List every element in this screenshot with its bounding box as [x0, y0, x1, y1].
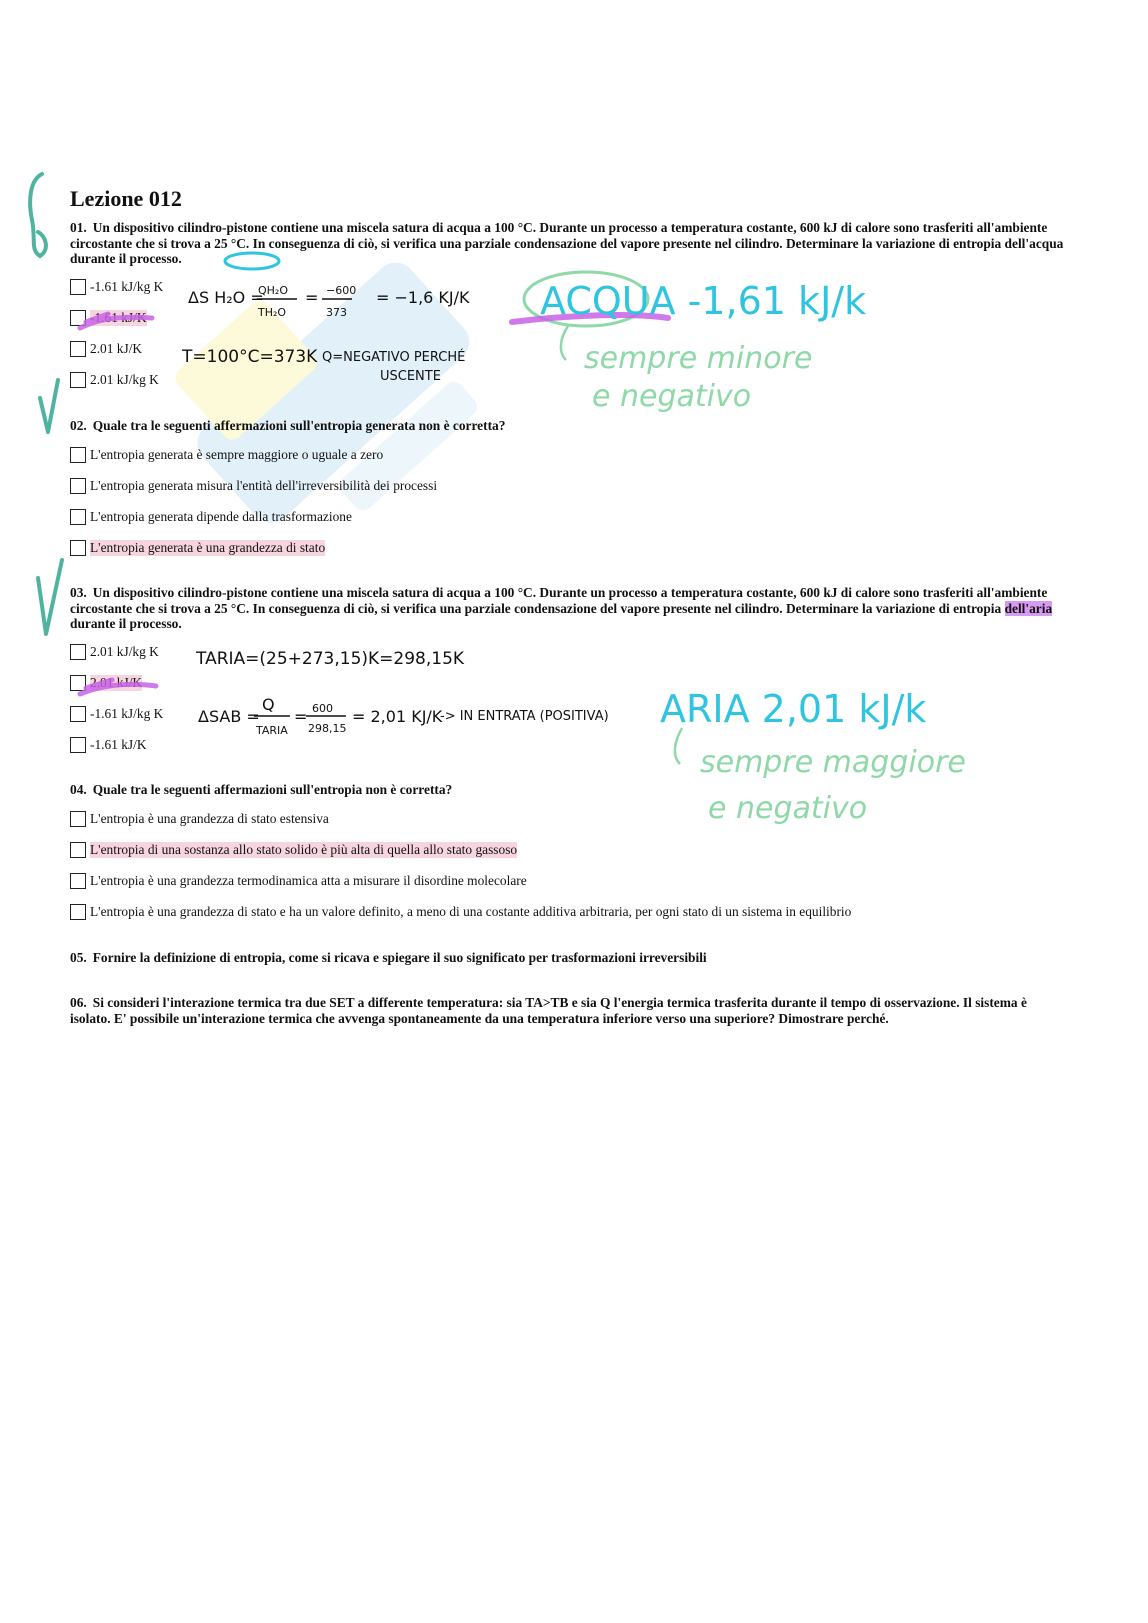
handwritten-text: Q: [262, 695, 275, 714]
handwritten-text: T=100°C=373K: [182, 347, 318, 367]
option-label: L'entropia è una grandezza di stato e ha un valore definito, a meno di una costante additiva arbitraria, per ogni stato di un sistema in equilibrio: [90, 904, 852, 919]
handwritten-text: 600: [312, 702, 333, 715]
option-03-d[interactable]: [70, 735, 147, 755]
option-03-b[interactable]: [70, 673, 142, 693]
question-fragment: Fornire la definizione di entropia, come si ricava e spiegare il suo significato per trasformazioni irreversibili: [92, 950, 707, 965]
option-04-b[interactable]: [70, 840, 517, 860]
checkbox[interactable]: [70, 842, 86, 858]
checkmark-icon: [40, 380, 58, 432]
question-03: [70, 585, 1066, 632]
checkbox[interactable]: [70, 509, 86, 525]
question-fragment: durante il processo.: [70, 616, 182, 631]
checkbox[interactable]: [70, 811, 86, 827]
handwritten-note: e negativo: [592, 379, 752, 414]
handwritten-text: -> IN ENTRATA (POSITIVA): [440, 709, 609, 724]
option-03-a[interactable]: [70, 642, 159, 662]
question-06: [70, 995, 1066, 1026]
handwritten-note: e negativo: [708, 791, 868, 826]
handwritten-text: TARIA=(25+273,15)K=298,15K: [196, 649, 465, 669]
checkbox[interactable]: [70, 737, 86, 753]
checkbox[interactable]: [70, 904, 86, 920]
question-text-end: durante il processo.: [70, 251, 182, 266]
checkbox[interactable]: [70, 310, 86, 326]
checkbox[interactable]: [70, 341, 86, 357]
option-02-c[interactable]: [70, 507, 352, 527]
handwritten-text: Q=NEGATIVO PERCHÉ: [322, 350, 466, 365]
handwritten-text: 298,15: [308, 722, 347, 735]
lesson-title: Lezione 012: [70, 186, 182, 211]
option-label: -1.61 kJ/kg K: [90, 706, 164, 721]
option-label: L'entropia è una grandezza termodinamica atta a misurare il disordine molecolare: [90, 873, 527, 888]
option-label: 2.01 kJ/K: [90, 675, 143, 690]
option-label: -1.61 kJ/kg K: [90, 279, 164, 294]
checkbox[interactable]: [70, 675, 86, 691]
question-02: [70, 418, 1066, 434]
option-label: 2.01 kJ/kg K: [90, 644, 159, 659]
option-04-c[interactable]: [70, 871, 527, 891]
option-03-c[interactable]: [70, 704, 163, 724]
question-fragment: Quale tra le seguenti affermazioni sull'entropia non è corretta?: [92, 782, 453, 797]
checkmark-icon: [38, 560, 62, 634]
question-fragment: 05.: [70, 950, 87, 965]
checkbox[interactable]: [70, 279, 86, 295]
highlight-scribble: [512, 315, 668, 322]
option-label: -1.61 kJ/K: [90, 737, 147, 752]
option-label: -1.61 kJ/K: [90, 310, 147, 325]
option-label: L'entropia generata è sempre maggiore o uguale a zero: [90, 447, 384, 462]
question-number: 01.: [70, 220, 87, 235]
question-fragment: 02.: [70, 418, 87, 433]
handwritten-text: =: [305, 288, 319, 307]
option-label: L'entropia generata è una grandezza di stato: [90, 540, 326, 555]
question-01: [70, 220, 1066, 267]
handwritten-text: ΔSAB =: [198, 707, 260, 726]
question-fragment: 04.: [70, 782, 87, 797]
option-02-d[interactable]: [70, 538, 325, 558]
handwritten-note: sempre minore: [584, 341, 813, 376]
handwritten-text: =: [294, 707, 308, 726]
handwritten-text: QH₂O: [258, 284, 288, 297]
option-01-d[interactable]: [70, 370, 159, 390]
option-04-a[interactable]: [70, 809, 329, 829]
checkbox[interactable]: [70, 644, 86, 660]
option-02-a[interactable]: [70, 445, 383, 465]
option-01-c[interactable]: [70, 339, 142, 359]
margin-bracket-mark: [30, 174, 46, 256]
option-01-b[interactable]: [70, 308, 147, 328]
option-label: 2.01 kJ/K: [90, 341, 143, 356]
handwritten-text: −600: [326, 284, 357, 297]
option-label: L'entropia generata dipende dalla trasformazione: [90, 509, 352, 524]
handwritten-note: sempre maggiore: [700, 745, 966, 780]
question-fragment: Si consideri l'interazione termica tra due SET a differente temperatura: sia TA>TB e sia Q l'energia termica trasferita durante il tempo di osservazione. Il sistema è isolato. E' possibile un'interazione termica che avvenga spontaneamente da una temperatura inferiore verso una superiore? Dimostrare perché.: [70, 995, 1027, 1026]
option-02-b[interactable]: [70, 476, 437, 496]
question-04: [70, 782, 1066, 798]
checkbox[interactable]: [70, 540, 86, 556]
option-04-d[interactable]: [70, 902, 851, 922]
checkbox[interactable]: [70, 447, 86, 463]
handwritten-text: = −1,6 KJ/K: [376, 288, 470, 307]
handwritten-text: ΔS H₂O =: [188, 288, 264, 307]
handwritten-text: = 2,01 KJ/K: [352, 707, 443, 726]
checkbox[interactable]: [70, 873, 86, 889]
question-fragment: Un dispositivo cilindro-pistone contiene una miscela satura di acqua a 100 °C. Durante un processo a temperatura costante, 600 kJ di calore sono trasferiti all'ambiente circostante che si trova a 25 °C. In conseguenza di ciò, si verifica una parziale condensazione del vapore presente nel cilindro. Determinare la variazione di entropia: [70, 585, 1048, 616]
option-label: L'entropia generata misura l'entità dell'irreversibilità dei processi: [90, 478, 438, 493]
handwritten-text: TARIA: [256, 724, 288, 737]
handwritten-text: USCENTE: [380, 369, 441, 384]
watermark-logo: [160, 210, 520, 590]
option-label: L'entropia di una sostanza allo stato solido è più alta di quella allo stato gassoso: [90, 842, 518, 857]
highlighted-word: acqua: [1029, 235, 1064, 251]
option-label: L'entropia è una grandezza di stato estensiva: [90, 811, 329, 826]
option-01-a[interactable]: [70, 277, 163, 297]
question-05: [70, 950, 1066, 966]
handwritten-text: TH₂O: [258, 306, 287, 319]
handwritten-answer: ARIA 2,01 kJ/k: [660, 687, 927, 731]
question-fragment: Quale tra le seguenti affermazioni sull'entropia generata non è corretta?: [92, 418, 506, 433]
circle-mark: [524, 272, 648, 326]
question-fragment: 03.: [70, 585, 87, 600]
question-text: Un dispositivo cilindro-pistone contiene una miscela satura di acqua a 100 °C. Durante un processo a temperatura costante, 600 kJ di calore sono trasferiti all'ambiente circostante che si trova a 25 °C. In conseguenza di ciò, si verifica una parziale condensazione del vapore presente nel cilindro. Determinare la variazione di entropia dell': [70, 220, 1048, 251]
question-fragment: 06.: [70, 995, 87, 1010]
checkbox[interactable]: [70, 372, 86, 388]
handwritten-answer: ACQUA -1,61 kJ/k: [540, 279, 867, 323]
checkbox[interactable]: [70, 706, 86, 722]
option-label: 2.01 kJ/kg K: [90, 372, 159, 387]
handwritten-text: 373: [326, 306, 347, 319]
highlighted-word: dell'aria: [1004, 600, 1053, 616]
checkbox[interactable]: [70, 478, 86, 494]
